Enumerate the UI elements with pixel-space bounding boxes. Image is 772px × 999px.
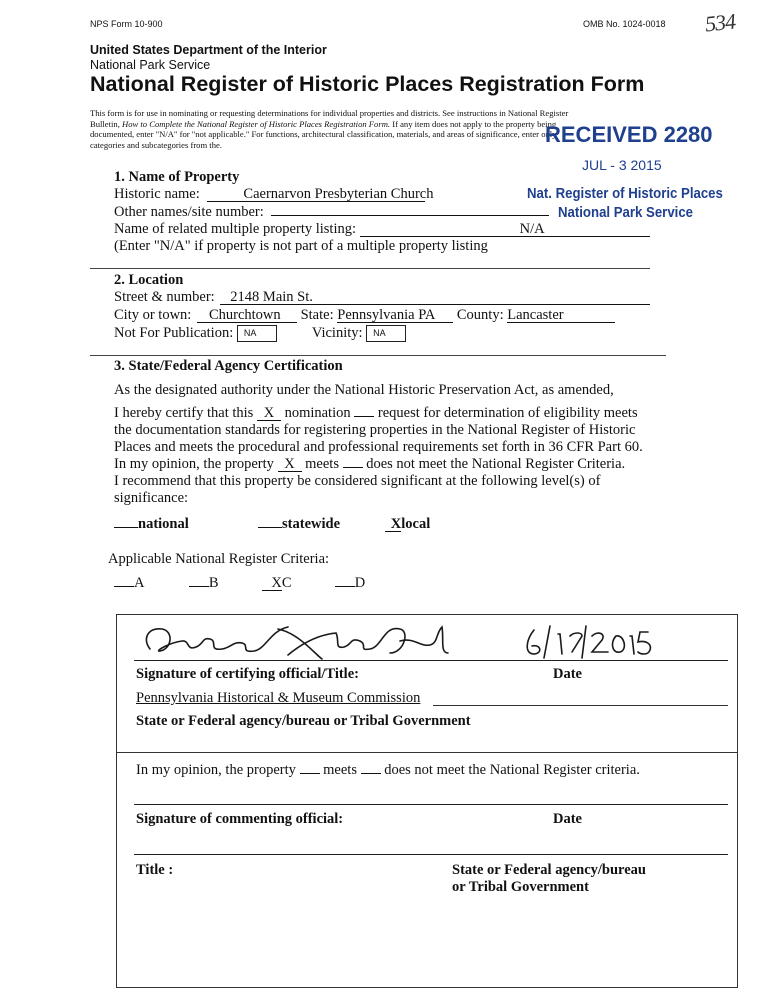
not-for-publication-field[interactable]: NA	[237, 325, 277, 342]
city-label: City or town:	[114, 307, 192, 323]
certifying-date-label: Date	[553, 666, 582, 682]
related-listing-value[interactable]: N/A	[360, 222, 650, 237]
handwritten-page-number: 534	[703, 8, 737, 37]
state-value[interactable]: Pennsylvania PA	[337, 308, 453, 323]
street-value[interactable]: 2148 Main St.	[220, 290, 650, 305]
certifying-signature-label: Signature of certifying official/Title:	[136, 666, 359, 682]
historic-name-value[interactable]: Caernarvon Presbyterian Church	[207, 187, 425, 202]
title-line	[134, 854, 728, 855]
related-listing-row	[114, 221, 650, 238]
title-label: Title :	[136, 862, 174, 878]
intro-line-2: Bulletin, How to Complete the National Register of Historic Places Registration Form. If any item does not apply to the property being	[90, 118, 557, 129]
nomination-check[interactable]: X	[257, 406, 281, 421]
park-service-stamp: National Park Service	[558, 204, 694, 221]
register-stamp: Nat. Register of Historic Places	[527, 185, 723, 202]
service-name: National Park Service	[90, 58, 211, 72]
historic-name-row	[114, 186, 434, 203]
criterion-d-label: D	[354, 575, 366, 591]
divider-1	[90, 268, 650, 269]
section-3-heading: 3. State/Federal Agency Certification	[114, 358, 343, 374]
criterion-c-label: C	[281, 575, 292, 591]
other-names-label: Other names/site number:	[114, 204, 264, 220]
cert-line-6: significance:	[114, 490, 189, 506]
commenting-opinion: In my opinion, the property meets does not meet the National Register criteria.	[136, 762, 640, 778]
certifying-agency-label: State or Federal agency/bureau or Tribal Government	[136, 713, 471, 729]
section-2-heading: 2. Location	[114, 272, 184, 288]
certifying-agency-value[interactable]: Pennsylvania Historical & Museum Commission	[136, 690, 421, 706]
criteria-label: Applicable National Register Criteria:	[108, 551, 330, 567]
criterion-a-label: A	[134, 575, 144, 591]
received-date-stamp: JUL - 3 2015	[582, 157, 662, 173]
cert-line-1: I hereby certify that this X nomination request for determination of eligibility meets	[114, 405, 638, 421]
page-title: National Register of Historic Places Registration Form	[90, 72, 645, 96]
significance-levels	[114, 516, 430, 533]
certifying-signature	[138, 619, 458, 665]
signature-box-divider	[117, 752, 737, 753]
certification-paragraph	[114, 405, 643, 507]
city-value[interactable]: Churchtown	[197, 308, 297, 323]
request-check[interactable]	[354, 416, 374, 417]
cert-line-4: In my opinion, the property X meets does not meet the National Register Criteria.	[114, 456, 626, 472]
commenting-does-not-meet-check[interactable]	[361, 773, 381, 774]
intro-paragraph	[90, 108, 568, 150]
divider-2	[90, 355, 666, 356]
form-number: NPS Form 10-900	[90, 19, 163, 29]
national-check[interactable]	[114, 527, 138, 528]
agency-underline-extension	[433, 705, 728, 706]
local-label: local	[401, 516, 431, 532]
commenting-date-label: Date	[553, 811, 582, 827]
historic-name-label: Historic name:	[114, 186, 200, 202]
intro-line-4: categories and subcategories from the.	[90, 139, 222, 150]
section-1-heading: 1. Name of Property	[114, 169, 240, 185]
meets-check[interactable]: X	[278, 457, 302, 472]
publication-row	[114, 325, 406, 342]
criterion-b-check[interactable]	[189, 586, 209, 587]
intro-line-3: documented, enter "N/A" for "not applicable." For functions, architectural classification, materials, and areas of significance, enter only	[90, 129, 557, 140]
cert-line-3: Places and meets the procedural and professional requirements set forth in 36 CFR Part 60.	[114, 439, 643, 455]
department-name: United States Department of the Interior	[90, 43, 327, 57]
statewide-label: statewide	[282, 516, 341, 532]
not-for-publication-label: Not For Publication:	[114, 325, 234, 341]
street-row	[114, 289, 650, 306]
criterion-d-check[interactable]	[335, 586, 355, 587]
county-label: County:	[456, 307, 504, 323]
city-row	[114, 307, 615, 324]
criteria-row	[114, 575, 365, 592]
street-label: Street & number:	[114, 289, 215, 305]
vicinity-label: Vicinity:	[311, 325, 363, 341]
other-names-value[interactable]	[271, 215, 549, 216]
commenting-agency-label: State or Federal agency/bureau or Tribal Government	[452, 862, 646, 895]
received-stamp: RECEIVED 2280	[545, 122, 713, 147]
county-value[interactable]: Lancaster	[507, 308, 615, 323]
does-not-meet-check[interactable]	[343, 467, 363, 468]
statewide-check[interactable]	[258, 527, 282, 528]
commenting-signature-line	[134, 804, 728, 805]
cert-line-5: I recommend that this property be considered significant at the following level(s) of	[114, 473, 601, 489]
certifying-signature-line	[134, 660, 728, 661]
commenting-signature-label: Signature of commenting official:	[136, 811, 344, 827]
authority-statement: As the designated authority under the National Historic Preservation Act, as amended,	[114, 382, 614, 398]
state-label: State:	[300, 307, 334, 323]
bulletin-title: How to Complete the National Register of Historic Places Registration Form.	[122, 118, 391, 129]
criterion-c-check[interactable]: X	[262, 576, 282, 591]
related-listing-label: Name of related multiple property listing:	[114, 221, 357, 237]
criterion-a-check[interactable]	[114, 586, 134, 587]
commenting-meets-check[interactable]	[300, 773, 320, 774]
other-names-row	[114, 204, 549, 221]
vicinity-field[interactable]: NA	[366, 325, 406, 342]
criterion-b-label: B	[208, 575, 219, 591]
cert-line-2: the documentation standards for registering properties in the National Register of Historic	[114, 422, 636, 438]
national-label: national	[138, 516, 189, 532]
signature-date-handwritten	[520, 622, 660, 662]
omb-number: OMB No. 1024-0018	[583, 19, 666, 29]
intro-line-1: This form is for use in nominating or requesting determinations for individual properties and districts. See instructions in National Register	[90, 108, 569, 118]
local-check[interactable]: X	[385, 517, 401, 532]
multiple-listing-note: (Enter "N/A" if property is not part of a multiple property listing	[114, 238, 488, 254]
